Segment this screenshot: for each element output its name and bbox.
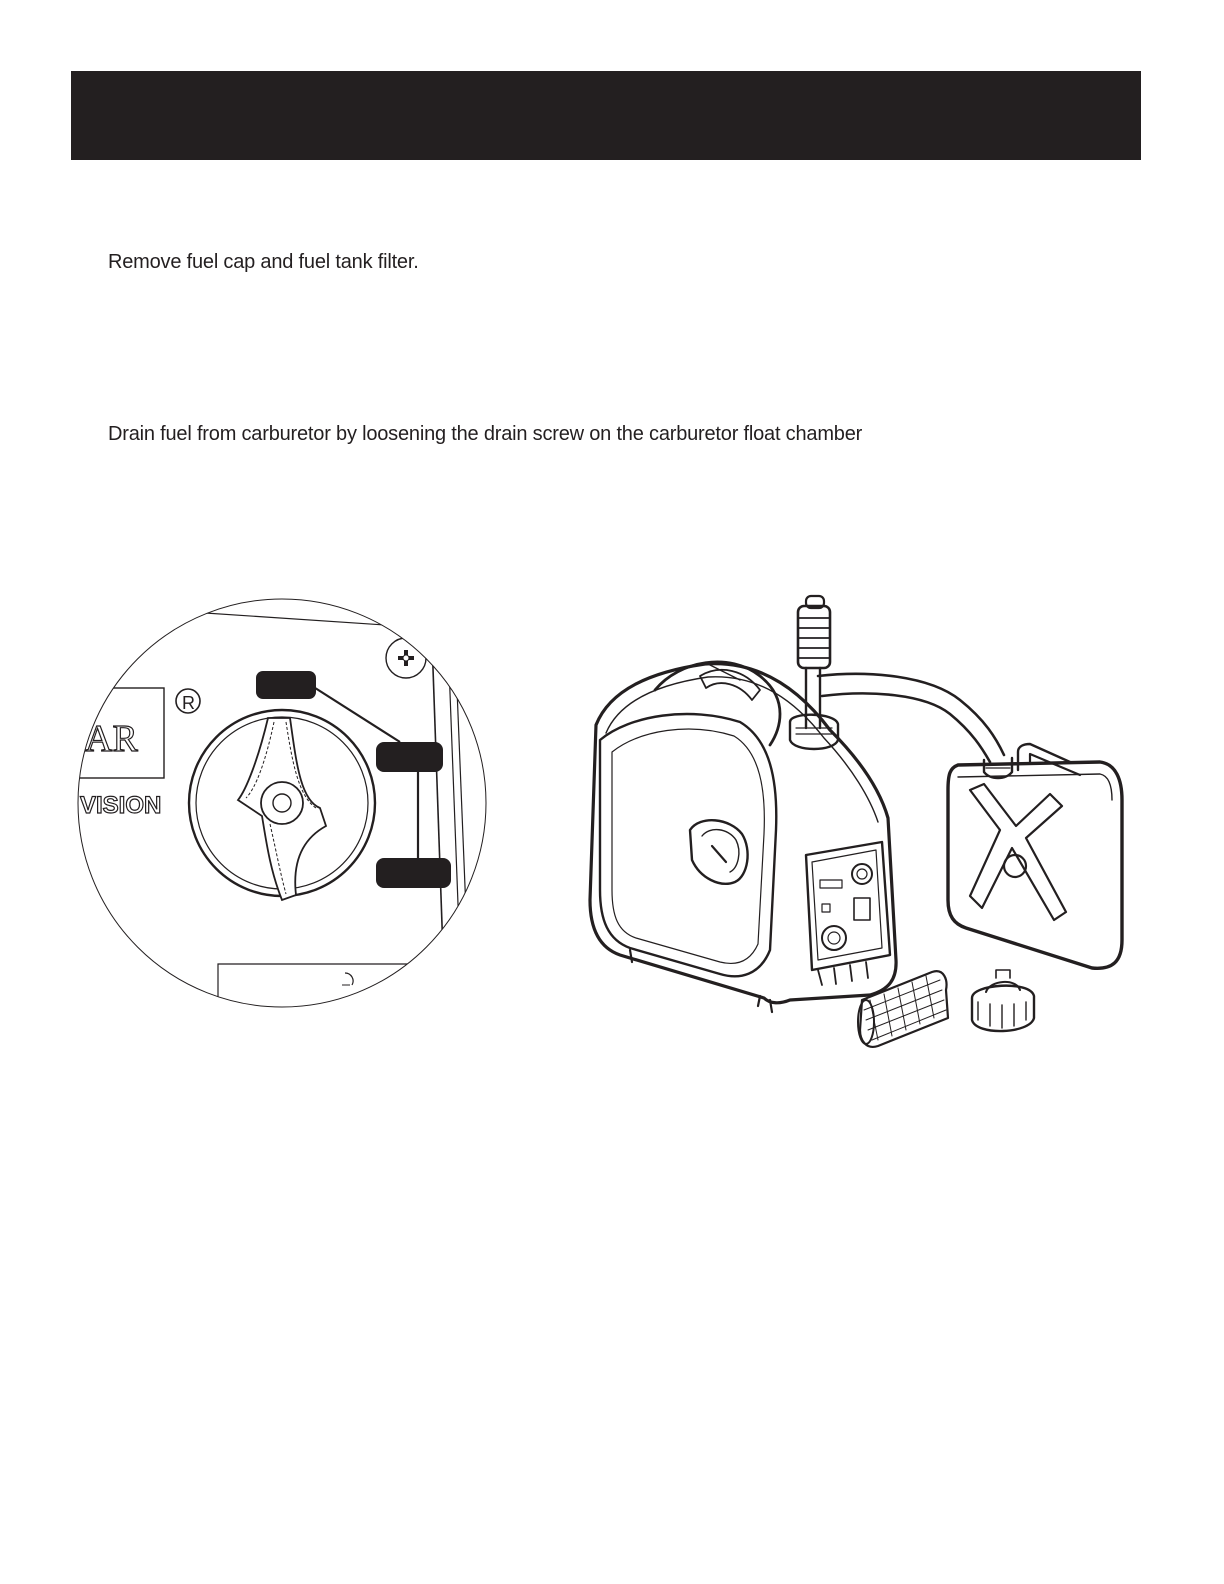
brand-fragment: VISION: [80, 792, 162, 819]
step-remove-fuel-cap: Remove fuel cap and fuel tank filter.: [108, 251, 419, 273]
logo-fragment: AR: [85, 718, 138, 760]
svg-text:R: R: [182, 693, 195, 713]
step-drain-carburetor: Drain fuel from carburetor by loosening the drain screw on the carburetor float chamber: [108, 423, 863, 445]
